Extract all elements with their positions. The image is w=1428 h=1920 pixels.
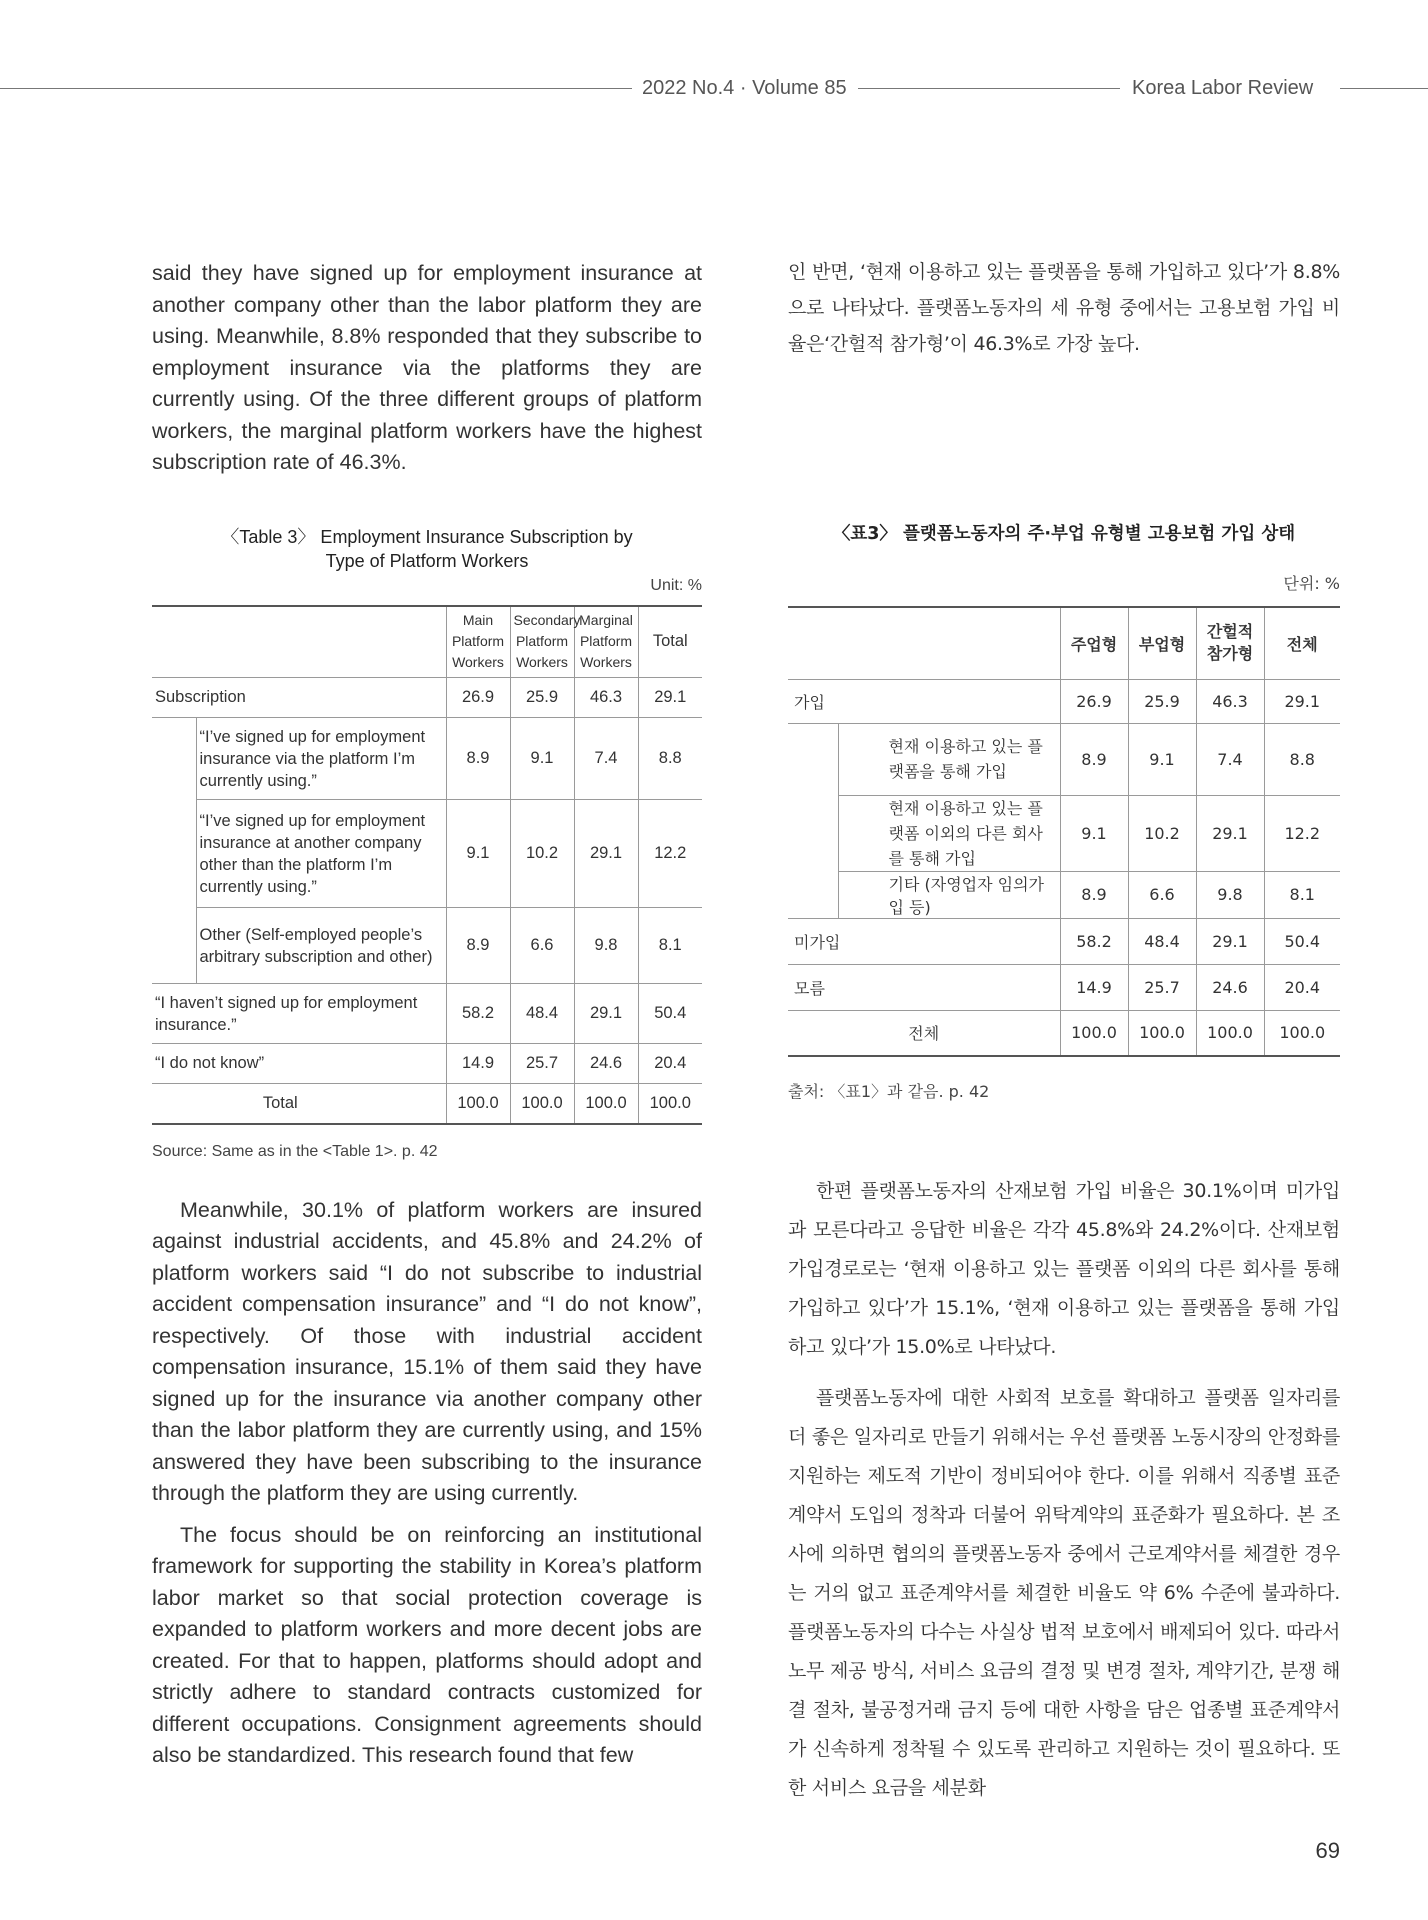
table-3-kr-caption: 〈표3〉 플랫폼노동자의 주·부업 유형별 고용보험 가입 상태: [832, 524, 1296, 544]
table-row-total: [788, 1010, 1340, 1056]
cell-value: 6.6: [510, 908, 574, 984]
cell-value: 100.0: [1060, 1010, 1128, 1056]
table-3-kr-col-main: [1060, 607, 1128, 679]
cell-value: 50.4: [1264, 918, 1340, 964]
table-row: [152, 1044, 702, 1084]
row-label: 기타 (자영업자 임의가입 등): [838, 871, 1060, 918]
cell-value: 24.6: [574, 1044, 638, 1084]
row-label: Other (Self-employed people’s arbitrary subscription and other): [196, 908, 446, 984]
cell-value: 50.4: [638, 984, 702, 1044]
cell-value: 24.6: [1196, 964, 1264, 1010]
cell-value: 25.7: [510, 1044, 574, 1084]
row-label: 현재 이용하고 있는 플랫폼 이외의 다른 회사를 통해 가입: [838, 795, 1060, 871]
cell-value: 29.1: [574, 800, 638, 908]
row-label: Total: [152, 1084, 446, 1124]
cell-value: 29.1: [1264, 679, 1340, 723]
table-3-col-marginal: [574, 606, 638, 678]
left-column: [152, 258, 702, 1772]
left-paragraph-top: said they have signed up for employment insurance at another company other than the labor platform they are using. Meanwhile, 8.8% responded that they subscribe to employment insurance via the platforms they are currently using. Of the three different groups of platform workers, the marginal platform workers have the highest subscription rate of 46.3%.: [152, 261, 702, 474]
cell-value: 20.4: [1264, 964, 1340, 1010]
cell-value: 8.9: [1060, 871, 1128, 918]
header-rule-left: [0, 88, 632, 89]
header-issue: 2022 No.4 · Volume 85: [634, 76, 855, 100]
row-label: 가입: [788, 679, 1060, 723]
cell-value: 8.8: [638, 718, 702, 800]
table-3-unit: Unit: %: [650, 576, 702, 594]
cell-value: 9.1: [510, 718, 574, 800]
cell-value: 58.2: [446, 984, 510, 1044]
col-secondary-label: 부업형: [1138, 634, 1186, 654]
cell-value: 20.4: [638, 1044, 702, 1084]
col-total-label: 전체: [1286, 634, 1318, 654]
table-3-caption-line1: 〈Table 3〉 Employment Insurance Subscription by: [221, 526, 633, 547]
table-3-kr-col-secondary: [1128, 607, 1196, 679]
table-3-kr-col-total: [1264, 607, 1340, 679]
cell-value: 29.1: [638, 678, 702, 718]
row-label: Subscription: [152, 678, 446, 718]
table-row: [152, 984, 702, 1044]
row-label: 전체: [788, 1010, 1060, 1056]
row-label: “I do not know”: [152, 1044, 446, 1084]
cell-value: 46.3: [1196, 679, 1264, 723]
table-row: [152, 718, 702, 800]
left-paragraph-2: The focus should be on reinforcing an institutional framework for supporting the stability in Korea’s platform labor market so that social protection coverage is expanded to platform workers and more decent jobs are created. For that to happen, platforms should adopt and strictly adhere to standard contracts customized for different occupations. Consignment agreements should also be standardized. This research found that few: [152, 1522, 702, 1767]
cell-value: 8.9: [446, 718, 510, 800]
cell-value: 100.0: [574, 1084, 638, 1124]
cell-value: 8.8: [1264, 723, 1340, 795]
row-label: 현재 이용하고 있는 플랫폼을 통해 가입: [838, 723, 1060, 795]
table-3-kr: [788, 606, 1340, 1057]
col-main-label: Main Platform Workers: [451, 612, 505, 671]
cell-value: 58.2: [1060, 918, 1128, 964]
cell-value: 100.0: [638, 1084, 702, 1124]
table-3-source: Source: Same as in the <Table 1>. p. 42: [152, 1142, 438, 1160]
col-marginal-label: Marginal Platform Workers: [579, 612, 633, 671]
col-main-label: 주업형: [1070, 634, 1118, 654]
page-number: 69: [1315, 1838, 1340, 1863]
table-row-total: [152, 1084, 702, 1124]
table-3-caption-line2: Type of Platform Workers: [325, 550, 529, 571]
cell-value: 100.0: [510, 1084, 574, 1124]
cell-value: 48.4: [510, 984, 574, 1044]
table-row: [788, 918, 1340, 964]
cell-value: 14.9: [1060, 964, 1128, 1010]
header-rule-right: [1340, 88, 1428, 89]
cell-value: 8.1: [1264, 871, 1340, 918]
cell-value: 9.1: [446, 800, 510, 908]
table-3-kr-header-row: [788, 607, 1340, 679]
cell-value: 9.1: [1060, 795, 1128, 871]
header-journal: Korea Labor Review: [1124, 76, 1321, 100]
cell-value: 8.1: [638, 908, 702, 984]
cell-value: 10.2: [510, 800, 574, 908]
table-row: [788, 795, 1340, 871]
table-3-col-secondary: [510, 606, 581, 678]
right-paragraph-1: 한편 플랫폼노동자의 산재보험 가입 비율은 30.1%이며 미가입과 모른다라고 응답한 비율은 각각 45.8%와 24.2%이다. 산재보험 가입경로로는 ‘현재 이용하고 있는 플랫폼 이외의 다른 회사를 통해 가입하고 있다’가 15.1%, ‘현재 이용하고 있는 플랫폼을 통해 가입하고 있다’가 15.0%로 나타났다.: [788, 1180, 1340, 1358]
cell-value: 26.9: [1060, 679, 1128, 723]
table-3-col-total: [638, 606, 702, 678]
cell-value: 26.9: [446, 678, 510, 718]
cell-value: 25.9: [1128, 679, 1196, 723]
header-rule-middle: [858, 88, 1120, 89]
cell-value: 46.3: [574, 678, 638, 718]
table-row: [788, 871, 1340, 918]
cell-value: 9.8: [574, 908, 638, 984]
cell-value: 9.8: [1196, 871, 1264, 918]
row-label: “I’ve signed up for employment insurance at another company other than the platform I’m currently using.”: [196, 800, 446, 908]
cell-value: 12.2: [638, 800, 702, 908]
table-row: [788, 723, 1340, 795]
right-paragraph-2: 플랫폼노동자에 대한 사회적 보호를 확대하고 플랫폼 일자리를 더 좋은 일자리로 만들기 위해서는 우선 플랫폼 노동시장의 안정화를 지원하는 제도적 기반이 정비되어야 한다. 이를 위해서 직종별 표준계약서 도입의 정착과 더불어 위탁계약의 표준화가 필요하다. 본 조사에 의하면 협의의 플랫폼노동자 중에서 근로계약서를 체결한 경우는 거의 없고 표준계약서를 체결한 비율도 약 6% 수준에 불과하다. 플랫폼노동자의 다수는 사실상 법적 보호에서 배제되어 있다. 따라서 노무 제공 방식, 서비스 요금의 결정 및 변경 절차, 계약기간, 분쟁 해결 절차, 불공정거래 금지 등에 대한 사항을 담은 업종별 표준계약서가 신속하게 정착될 수 있도록 관리하고 지원하는 것이 필요하다. 또한 서비스 요금을 세분화: [788, 1387, 1340, 1799]
cell-value: 48.4: [1128, 918, 1196, 964]
cell-value: 14.9: [446, 1044, 510, 1084]
table-row: [152, 678, 702, 718]
row-label: “I’ve signed up for employment insurance via the platform I’m currently using.”: [196, 718, 446, 800]
cell-value: 10.2: [1128, 795, 1196, 871]
table-row: [788, 964, 1340, 1010]
table-3-kr-col-marginal: [1196, 607, 1264, 679]
table-3-kr-source: 출처: 〈표1〉과 같음. p. 42: [788, 1082, 990, 1101]
cell-value: 7.4: [1196, 723, 1264, 795]
cell-value: 25.9: [510, 678, 574, 718]
table-3-kr-unit: 단위: %: [1283, 574, 1340, 593]
left-paragraph-1: Meanwhile, 30.1% of platform workers are insured against industrial accidents, and 45.8% and 24.2% of platform workers said “I do not subscribe to industrial accident compensation insurance” and “I do not know”, respectively. Of those with industrial accident compensation insurance, 15.1% of them said they have signed up for the insurance via another company other than the labor platform they are currently using, and 15% answered they have been subscribing to the insurance through the platform they are using currently.: [152, 1197, 702, 1505]
cell-value: 29.1: [1196, 795, 1264, 871]
table-3-caption: [152, 525, 702, 573]
cell-value: 7.4: [574, 718, 638, 800]
col-marginal-label: 간헐적 참가형: [1206, 622, 1254, 664]
row-label: 모름: [788, 964, 1060, 1010]
cell-value: 100.0: [1264, 1010, 1340, 1056]
right-paragraph-top: 인 반면, ‘현재 이용하고 있는 플랫폼을 통해 가입하고 있다’가 8.8%으로 나타났다. 플랫폼노동자의 세 유형 중에서는 고용보험 가입 비율은‘간헐적 참가형’이 46.3%로 가장 높다.: [788, 261, 1340, 355]
table-row: [788, 679, 1340, 723]
row-label: “I haven’t signed up for employment insurance.”: [152, 984, 446, 1044]
cell-value: 8.9: [1060, 723, 1128, 795]
cell-value: 100.0: [1128, 1010, 1196, 1056]
table-3: [152, 605, 702, 1125]
cell-value: 100.0: [1196, 1010, 1264, 1056]
right-column: [788, 254, 1340, 1808]
col-total-label: Total: [652, 632, 688, 651]
cell-value: 29.1: [1196, 918, 1264, 964]
cell-value: 12.2: [1264, 795, 1340, 871]
table-row: [152, 908, 702, 984]
table-3-col-main: [446, 606, 510, 678]
row-label: 미가입: [788, 918, 1060, 964]
cell-value: 25.7: [1128, 964, 1196, 1010]
table-row: [152, 800, 702, 908]
cell-value: 9.1: [1128, 723, 1196, 795]
table-3-header-row: [152, 606, 702, 678]
cell-value: 8.9: [446, 908, 510, 984]
cell-value: 29.1: [574, 984, 638, 1044]
cell-value: 6.6: [1128, 871, 1196, 918]
col-secondary-label: Secondary Platform Workers: [513, 612, 581, 671]
cell-value: 100.0: [446, 1084, 510, 1124]
